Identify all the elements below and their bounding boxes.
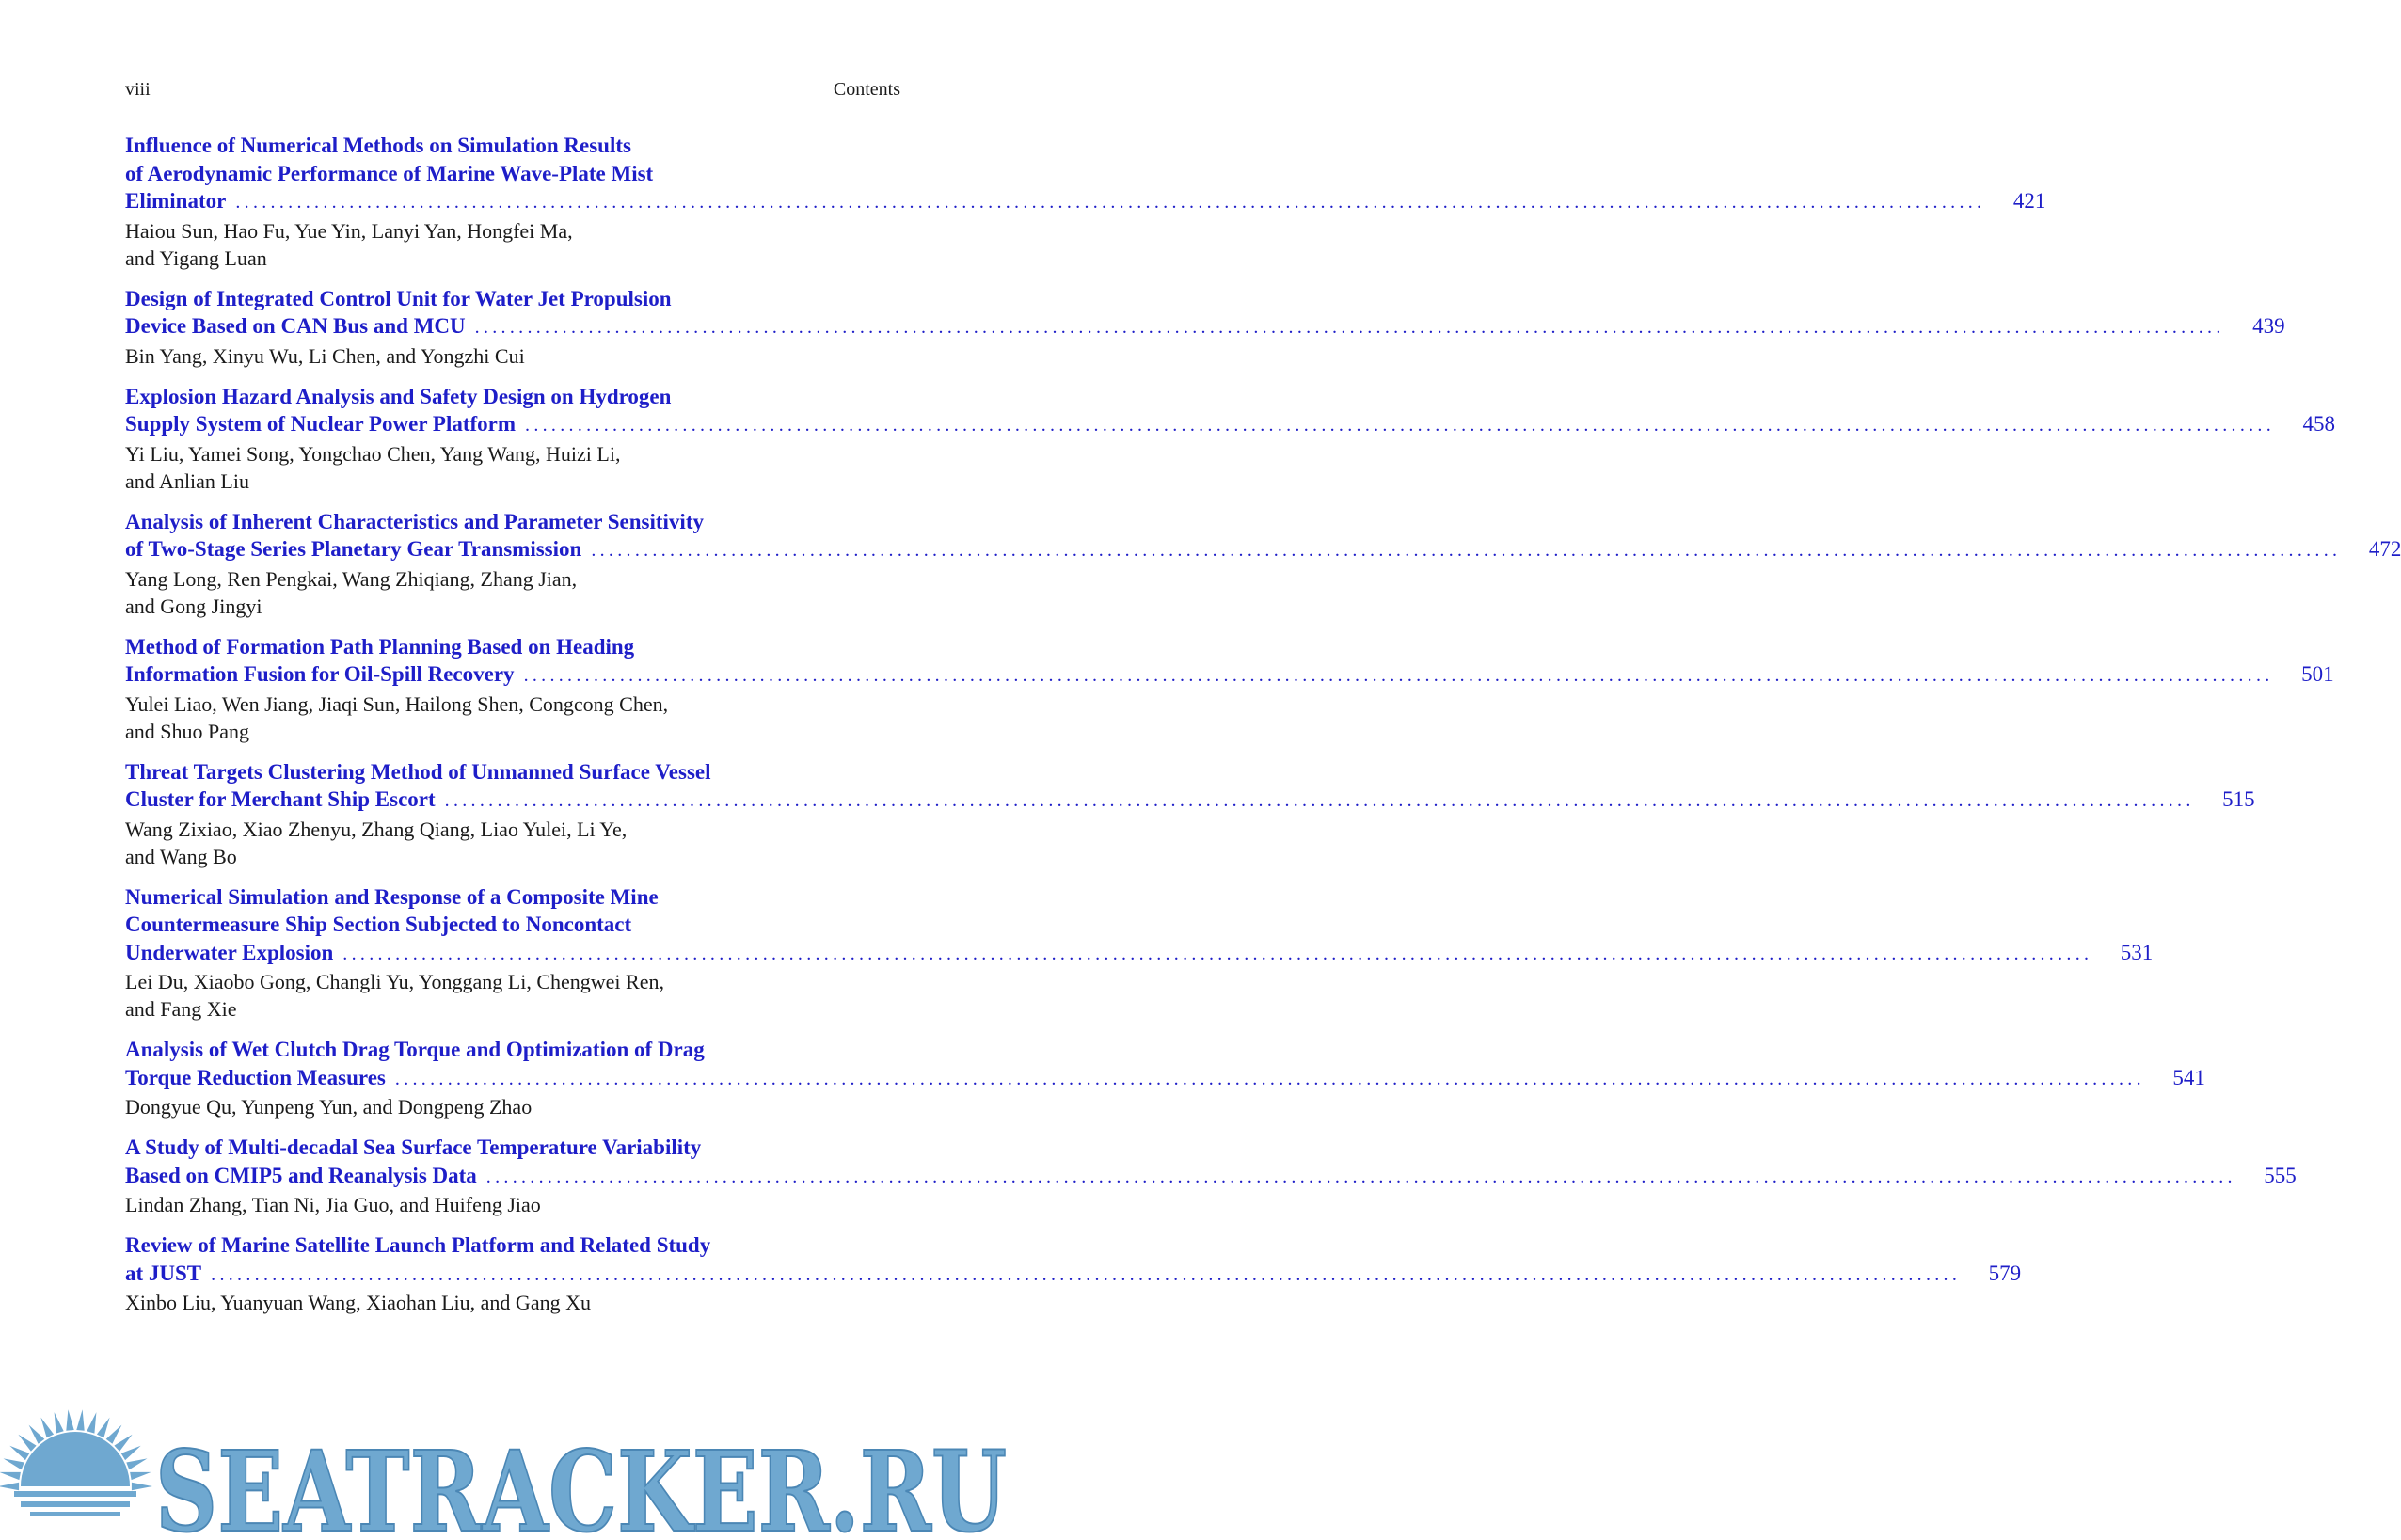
entry-title-last-line[interactable]: [125, 312, 2285, 342]
sun-ray: [18, 1435, 36, 1452]
entry-authors: Yang Long, Ren Pengkai, Wang Zhiqiang, Zhang Jian,: [125, 566, 578, 591]
entry-authors: Dongyue Qu, Yunpeng Yun, and Dongpeng Zhao: [125, 1095, 533, 1119]
sun-ray: [66, 1409, 73, 1431]
entry-authors: Yulei Liao, Wen Jiang, Jiaqi Sun, Hailong Shen, Congcong Chen,: [125, 691, 669, 716]
sun-ray: [130, 1472, 151, 1480]
toc-entry: [125, 508, 2401, 620]
entry-title-end[interactable]: of Two-Stage Series Planetary Gear Transmission: [125, 537, 582, 561]
entry-title-last-line[interactable]: [125, 1064, 2205, 1094]
toc-entry: [125, 132, 2046, 272]
entry-title-line[interactable]: Explosion Hazard Analysis and Safety Design on Hydrogen: [125, 384, 672, 408]
sun-ray: [106, 1425, 122, 1444]
entry-title-last-line[interactable]: [125, 1162, 2297, 1192]
sun-ray: [0, 1472, 21, 1480]
toc-entry: [125, 758, 2255, 870]
watermark-graphic: [0, 1406, 1016, 1540]
entry-page-number[interactable]: 541: [2172, 1065, 2205, 1089]
watermark: [0, 1406, 1016, 1540]
entry-title-end[interactable]: at JUST: [125, 1261, 202, 1285]
entry-title-line[interactable]: of Aerodynamic Performance of Marine Wave-Plate Mist: [125, 161, 654, 185]
sun-ray: [97, 1418, 110, 1438]
table-of-contents: [125, 132, 2401, 1329]
toc-entry: [125, 1231, 2022, 1316]
entry-authors: Xinbo Liu, Yuanyuan Wang, Xiaohan Liu, and Gang Xu: [125, 1291, 591, 1314]
watermark-text: SEATRACKER.RU: [155, 1426, 1007, 1540]
entry-authors: Lindan Zhang, Tian Ni, Jia Guo, and Huifeng Jiao: [125, 1193, 541, 1216]
entry-title-line[interactable]: Numerical Simulation and Response of a Composite Mine: [125, 884, 659, 909]
entry-title-end[interactable]: Supply System of Nuclear Power Platform: [125, 412, 517, 436]
entry-title-line[interactable]: Analysis of Inherent Characteristics and Parameter Sensitivity: [125, 509, 704, 533]
sun-ray: [55, 1412, 64, 1434]
entry-page-number[interactable]: 472: [2368, 537, 2401, 561]
sun-ray: [29, 1425, 45, 1444]
entry-title-line[interactable]: Design of Integrated Control Unit for Water Jet Propulsion: [125, 286, 672, 310]
sun-ray: [40, 1418, 54, 1438]
entry-title-line[interactable]: Countermeasure Ship Section Subjected to Noncontact: [125, 913, 632, 936]
toc-entry: [125, 383, 2336, 495]
entry-title-end[interactable]: Cluster for Merchant Ship Escort: [125, 787, 436, 811]
entry-title-last-line[interactable]: [125, 939, 2154, 969]
dot-leader: ........................................................................................................................................................................................................: [485, 1166, 2236, 1187]
entry-title-end[interactable]: Torque Reduction Measures: [125, 1065, 386, 1089]
running-head: Contents: [833, 79, 900, 100]
entry-title-last-line[interactable]: [125, 187, 2046, 217]
entry-title-line[interactable]: Review of Marine Satellite Launch Platform and Related Study: [125, 1233, 711, 1257]
dot-leader: ........................................................................................................................................................................................................: [591, 540, 2342, 561]
dot-leader: ........................................................................................................................................................................................................: [525, 415, 2276, 436]
dot-leader: ........................................................................................................................................................................................................: [342, 943, 2093, 964]
dot-leader: ........................................................................................................................................................................................................: [394, 1068, 2145, 1089]
toc-entry: [125, 1134, 2297, 1218]
entry-authors: and Anlian Liu: [125, 468, 249, 493]
entry-title-end[interactable]: Based on CMIP5 and Reanalysis Data: [125, 1163, 477, 1187]
toc-entry: [125, 1036, 2205, 1120]
sun-ray: [121, 1446, 141, 1460]
page-number-label: viii: [125, 79, 151, 100]
entry-title-end[interactable]: Information Fusion for Oil-Spill Recovery: [125, 662, 515, 686]
entry-title-line[interactable]: A Study of Multi-decadal Sea Surface Temperature Variability: [125, 1135, 702, 1159]
toc-entry: [125, 883, 2154, 1024]
page-header: [125, 79, 900, 105]
entry-page-number[interactable]: 458: [2302, 412, 2336, 436]
entry-authors: Bin Yang, Xinyu Wu, Li Chen, and Yongzhi Cui: [125, 343, 525, 368]
entry-authors: Yi Liu, Yamei Song, Yongchao Chen, Yang Wang, Huizi Li,: [125, 441, 621, 466]
entry-title-last-line[interactable]: [125, 786, 2255, 816]
sun-ray: [132, 1483, 152, 1490]
entry-title-line[interactable]: Analysis of Wet Clutch Drag Torque and Optimization of Drag: [125, 1038, 705, 1061]
entry-authors: Haiou Sun, Hao Fu, Yue Yin, Lanyi Yan, Hongfei Ma,: [125, 218, 573, 243]
sun-icon: [0, 1409, 152, 1516]
dot-leader: ........................................................................................................................................................................................................: [235, 192, 1986, 213]
entry-title-end[interactable]: Eliminator: [125, 189, 227, 213]
entry-title-last-line[interactable]: [125, 660, 2334, 691]
entry-authors: and Fang Xie: [125, 997, 237, 1021]
entry-authors: and Shuo Pang: [125, 719, 249, 743]
entry-page-number[interactable]: 439: [2252, 314, 2285, 338]
sun-ray: [114, 1435, 132, 1452]
sun-ray: [0, 1483, 19, 1490]
entry-title-last-line[interactable]: [125, 410, 2336, 440]
sun-ray: [76, 1409, 84, 1431]
entry-page-number[interactable]: 555: [2264, 1163, 2297, 1187]
entry-page-number[interactable]: 579: [1988, 1261, 2022, 1285]
dot-leader: ........................................................................................................................................................................................................: [523, 665, 2274, 686]
sun-ray: [4, 1458, 24, 1469]
sun-ray: [9, 1446, 29, 1460]
entry-title-line[interactable]: Threat Targets Clustering Method of Unmanned Surface Vessel: [125, 759, 711, 784]
toc-entry: [125, 285, 2285, 370]
entry-title-end[interactable]: Device Based on CAN Bus and MCU: [125, 314, 466, 338]
entry-authors: and Yigang Luan: [125, 246, 267, 270]
entry-authors: and Gong Jingyi: [125, 594, 262, 618]
dot-leader: ........................................................................................................................................................................................................: [474, 317, 2225, 338]
entry-authors: Lei Du, Xiaobo Gong, Changli Yu, Yonggang Li, Chengwei Ren,: [125, 970, 664, 993]
sun-ray: [126, 1458, 147, 1469]
entry-page-number[interactable]: 421: [2012, 189, 2046, 213]
entry-page-number[interactable]: 531: [2120, 940, 2154, 964]
entry-page-number[interactable]: 501: [2301, 662, 2334, 686]
entry-authors: Wang Zixiao, Xiao Zhenyu, Zhang Qiang, Liao Yulei, Li Ye,: [125, 817, 628, 841]
toc-entry: [125, 633, 2334, 745]
entry-title-end[interactable]: Underwater Explosion: [125, 940, 334, 964]
dot-leader: ........................................................................................................................................................................................................: [444, 790, 2195, 811]
sun-ray: [87, 1412, 96, 1434]
entry-authors: and Wang Bo: [125, 844, 237, 868]
entry-title-last-line[interactable]: [125, 535, 2401, 565]
entry-title-line[interactable]: Influence of Numerical Methods on Simulation Results: [125, 134, 631, 157]
entry-title-last-line[interactable]: [125, 1260, 2022, 1290]
entry-page-number[interactable]: 515: [2222, 787, 2255, 811]
entry-title-line[interactable]: Method of Formation Path Planning Based on Heading: [125, 634, 635, 659]
dot-leader: ........................................................................................................................................................................................................: [211, 1263, 1962, 1285]
